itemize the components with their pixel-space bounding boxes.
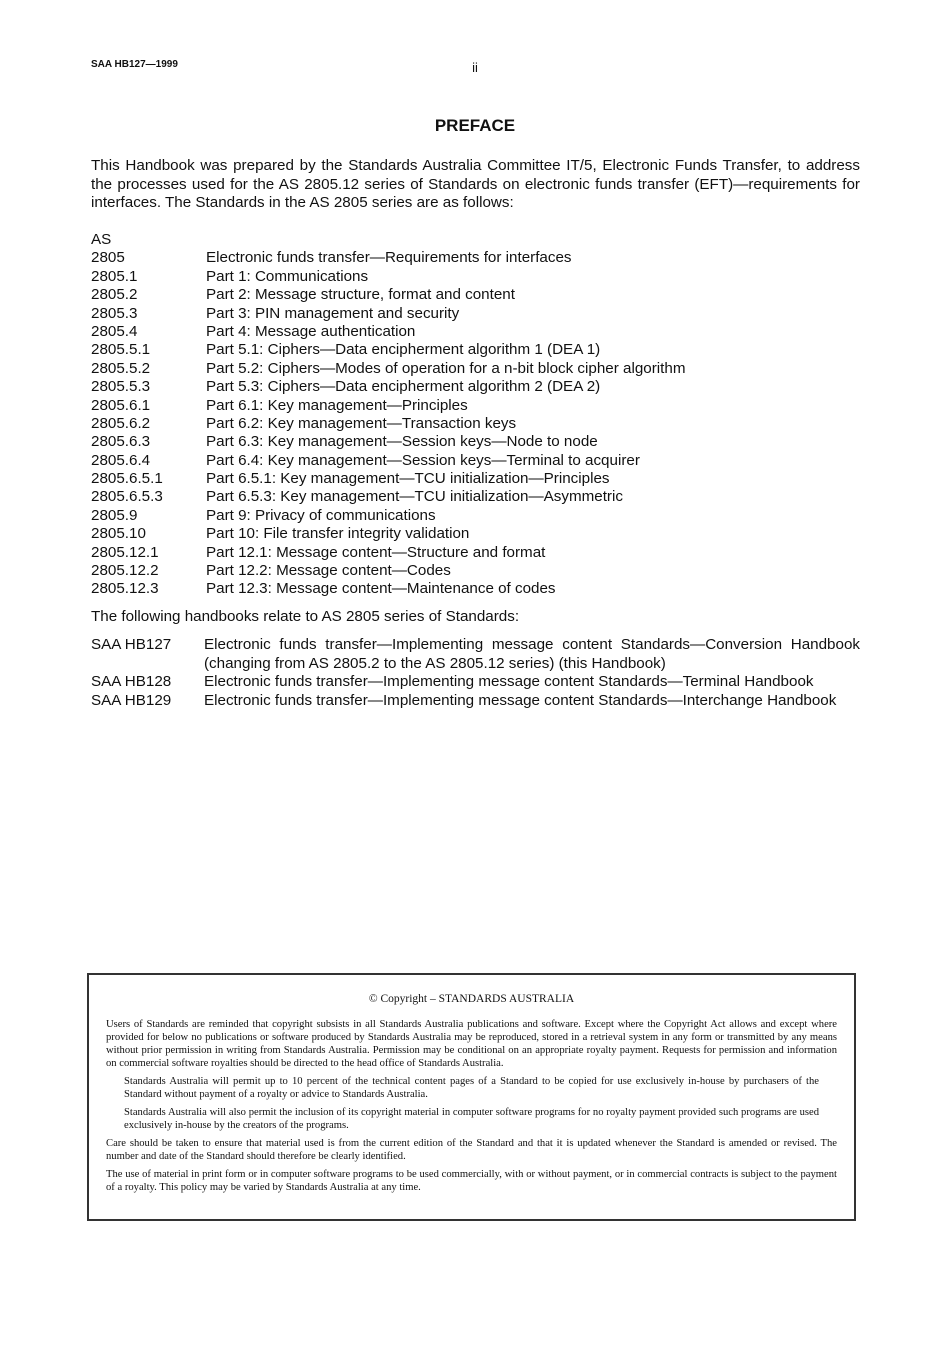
- standard-row: [91, 488, 685, 506]
- standard-title: Part 2: Message structure, format and content: [206, 286, 515, 304]
- copyright-title: © Copyright – STANDARDS AUSTRALIA: [368, 993, 575, 1005]
- preface-intro: This Handbook was prepared by the Standards Australia Committee IT/5, Electronic Funds Transfer, to address the processes used for the AS 2805.12 series of Standards on electronic funds transfer (EFT)—requirements for interfaces. The Standards in the AS 2805 series are as follows:: [91, 157, 860, 211]
- copyright-paragraph: The use of material in print form or in computer software programs to be used commercially, with or without payment, or in commercial contracts is subject to the payment of a royalty. This policy may be varied by Standards Australia at any time.: [106, 1169, 837, 1193]
- standard-row: [91, 525, 685, 543]
- standard-number: 2805.4: [91, 322, 138, 340]
- standard-row: [91, 378, 685, 396]
- standard-number: 2805.6.1: [91, 396, 151, 414]
- standard-number: 2805.12.1: [91, 543, 159, 561]
- standard-number: 2805.12.2: [91, 562, 159, 580]
- standard-row: [91, 397, 685, 415]
- standard-title: Part 6.3: Key management—Session keys—Node to node: [206, 433, 598, 451]
- handbook-row: [91, 692, 860, 711]
- standard-number: 2805.10: [91, 525, 146, 543]
- standard-title: Part 12.1: Message content—Structure and format: [206, 543, 546, 561]
- standard-number: 2805.2: [91, 286, 138, 304]
- standard-number: 2805.9: [91, 506, 138, 524]
- standard-number: 2805.6.2: [91, 414, 151, 432]
- standard-row: [91, 544, 685, 562]
- standard-row: [91, 286, 685, 304]
- page-number: ii: [472, 60, 478, 75]
- handbook-code: SAA HB128: [91, 673, 172, 690]
- standard-row: [91, 433, 685, 451]
- handbook-title: Electronic funds transfer—Implementing message content Standards—Interchange Handbook: [204, 691, 837, 709]
- copyright-paragraph: Care should be taken to ensure that material used is from the current edition of the Standard and that it is updated whenever the Standard is amended or revised. The number and date of the Standard should therefore be clearly identified.: [106, 1138, 837, 1162]
- standard-row: [91, 580, 685, 598]
- standard-number: 2805.6.3: [91, 433, 151, 451]
- standard-row: [91, 341, 685, 359]
- standard-title: Part 6.2: Key management—Transaction keys: [206, 414, 517, 432]
- standard-row: [91, 249, 685, 267]
- handbooks-intro: The following handbooks relate to AS 2805 series of Standards:: [91, 608, 520, 625]
- handbook-row: [91, 673, 860, 692]
- standard-title: Part 5.3: Ciphers—Data encipherment algorithm 2 (DEA 2): [206, 378, 601, 396]
- standard-number: 2805.5.2: [91, 359, 151, 377]
- standard-row: [91, 507, 685, 525]
- standards-list-heading: AS: [91, 231, 112, 248]
- standard-row: [91, 415, 685, 433]
- standard-title: Part 6.5.1: Key management—TCU initialization—Principles: [206, 470, 610, 488]
- handbook-title: Electronic funds transfer—Implementing message content Standards—Conversion Handbook (changing from AS 2805.2 to the AS 2805.12 series) (this Handbook): [204, 636, 860, 672]
- handbook-code: SAA HB127: [91, 636, 172, 653]
- standard-number: 2805.3: [91, 304, 138, 322]
- standard-number: 2805.5.1: [91, 341, 151, 359]
- standard-number: 2805.6.5.3: [91, 488, 163, 506]
- preface-title: PREFACE: [434, 116, 516, 135]
- standards-list: [91, 231, 685, 599]
- standard-title: Part 4: Message authentication: [206, 322, 416, 340]
- copyright-paragraph: Standards Australia will also permit the inclusion of its copyright material in computer software programs for no royalty payment provided such programs are used exclusively in-house by the creators of the programs.: [124, 1107, 819, 1131]
- standard-row: [91, 268, 685, 286]
- standard-title: Part 5.2: Ciphers—Modes of operation for a n-bit block cipher algorithm: [206, 359, 686, 377]
- standard-title: Part 1: Communications: [206, 267, 369, 285]
- standard-row: [91, 305, 685, 323]
- standard-row: [91, 452, 685, 470]
- standard-number: 2805.1: [91, 267, 138, 285]
- standard-number: 2805: [91, 249, 125, 267]
- standard-number: 2805.5.3: [91, 378, 151, 396]
- standard-title: Part 12.2: Message content—Codes: [206, 562, 451, 580]
- standard-title: Part 3: PIN management and security: [206, 304, 460, 322]
- standard-number: 2805.12.3: [91, 580, 159, 598]
- standard-row: [91, 562, 685, 580]
- document-id: SAA HB127—1999: [91, 59, 178, 70]
- standard-row: [91, 323, 685, 341]
- standard-title: Part 6.5.3: Key management—TCU initialization—Asymmetric: [206, 488, 623, 506]
- standard-number: 2805.6.5.1: [91, 470, 163, 488]
- standard-number: 2805.6.4: [91, 451, 151, 469]
- standard-title: Part 5.1: Ciphers—Data encipherment algorithm 1 (DEA 1): [206, 341, 601, 359]
- standard-title: Part 6.4: Key management—Session keys—Terminal to acquirer: [206, 451, 640, 469]
- handbooks-list: [91, 636, 860, 710]
- standard-title: Part 10: File transfer integrity validation: [206, 525, 470, 543]
- standard-row: [91, 360, 685, 378]
- copyright-paragraph: Standards Australia will permit up to 10 percent of the technical content pages of a Standard to be copied for use exclusively in-house by purchasers of the Standard without payment of a royalty or advice to Standards Australia.: [124, 1076, 819, 1100]
- standard-title: Part 12.3: Message content—Maintenance of codes: [206, 580, 556, 598]
- standard-title: Part 6.1: Key management—Principles: [206, 396, 468, 414]
- copyright-paragraph: Users of Standards are reminded that copyright subsists in all Standards Australia publications and software. Except where the Copyright Act allows and except where provided for below no publications or software produced by Standards Australia may be reproduced, stored in a retrieval system in any form or transmitted by any means without prior permission in writing from Standards Australia. Permission may be conditional on an appropriate royalty payment. Requests for permission and information on commercial software royalties should be directed to the head office of Standards Australia.: [106, 1019, 837, 1069]
- handbook-row: [91, 636, 860, 673]
- copyright-notice: [87, 973, 856, 1221]
- standard-title: Part 9: Privacy of communications: [206, 506, 436, 524]
- standard-title: Electronic funds transfer—Requirements for interfaces: [206, 249, 572, 267]
- standard-row: [91, 470, 685, 488]
- handbook-title: Electronic funds transfer—Implementing message content Standards—Terminal Handbook: [204, 673, 814, 690]
- handbook-code: SAA HB129: [91, 691, 172, 709]
